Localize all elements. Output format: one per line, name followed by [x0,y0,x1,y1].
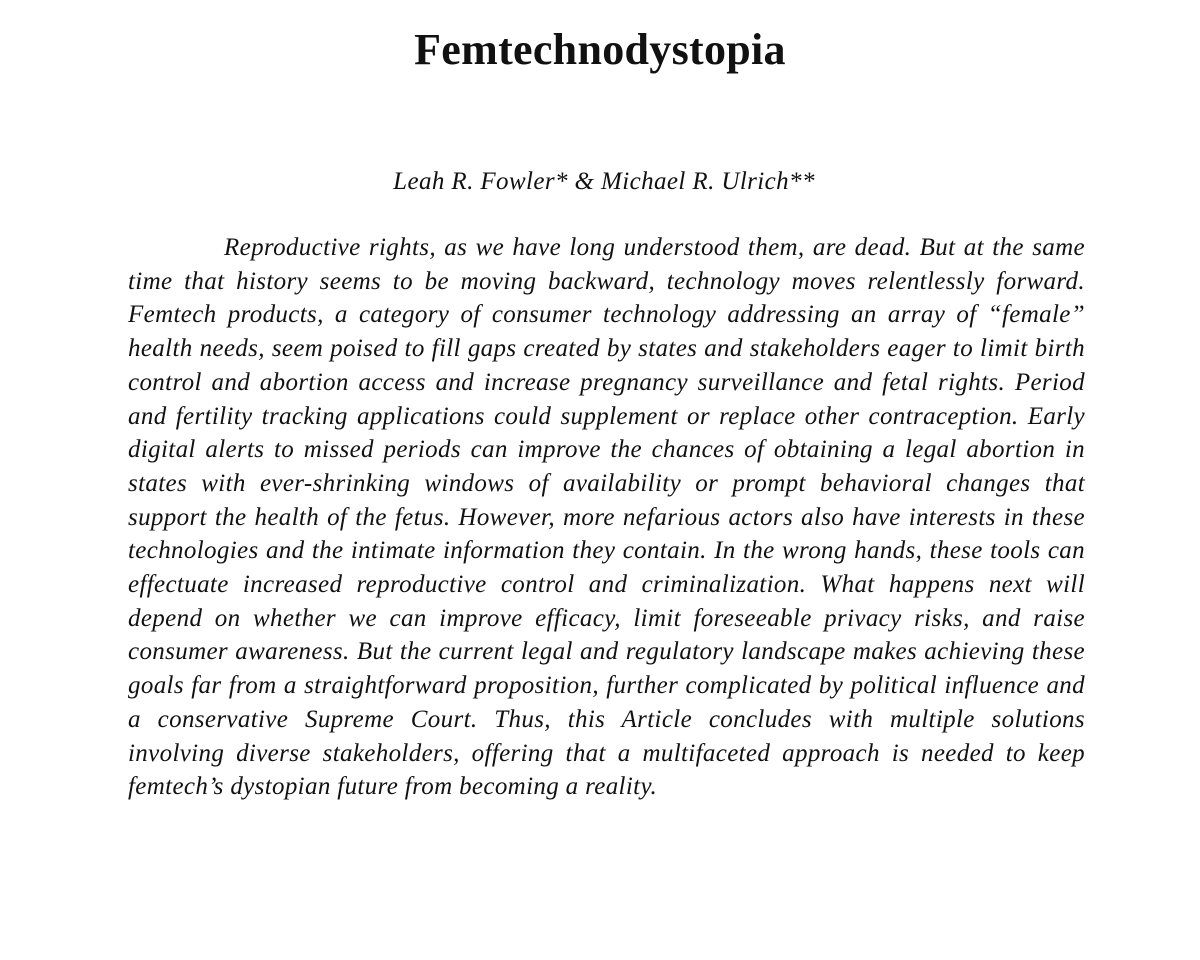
author-line: Leah R. Fowler* & Michael R. Ulrich** [393,168,815,195]
abstract-paragraph: Reproductive rights, as we have long understood them, are dead. But at the same time that history seems to be moving backward, technology moves relentlessly forward. Femtech products, a category of consumer technology addressing an array of “female” health needs, seem poised to fill gaps created by states and stakeholders eager to limit birth control and abortion access and increase pregnancy surveillance and fetal rights. Period and fertility tracking applications could supplement or replace other contraception. Early digital alerts to missed periods can improve the chances of obtaining a legal abortion in states with ever-shrinking windows of availability or prompt behavioral changes that support the health of the fetus. However, more nefarious actors also have interests in these technologies and the intimate information they contain. In the wrong hands, these tools can effectuate increased reproductive control and criminalization. What happens next will depend on whether we can improve efficacy, limit foreseeable privacy risks, and raise consumer awareness. But the current legal and regulatory landscape makes achieving these goals far from a straightforward proposition, further complicated by political influence and a conservative Supreme Court. Thus, this Article concludes with multiple solutions involving diverse stakeholders, offering that a multifaceted approach is needed to keep femtech’s dystopian future from becoming a reality. [128,234,1085,801]
paper-title: Femtechnodystopia [414,25,786,74]
